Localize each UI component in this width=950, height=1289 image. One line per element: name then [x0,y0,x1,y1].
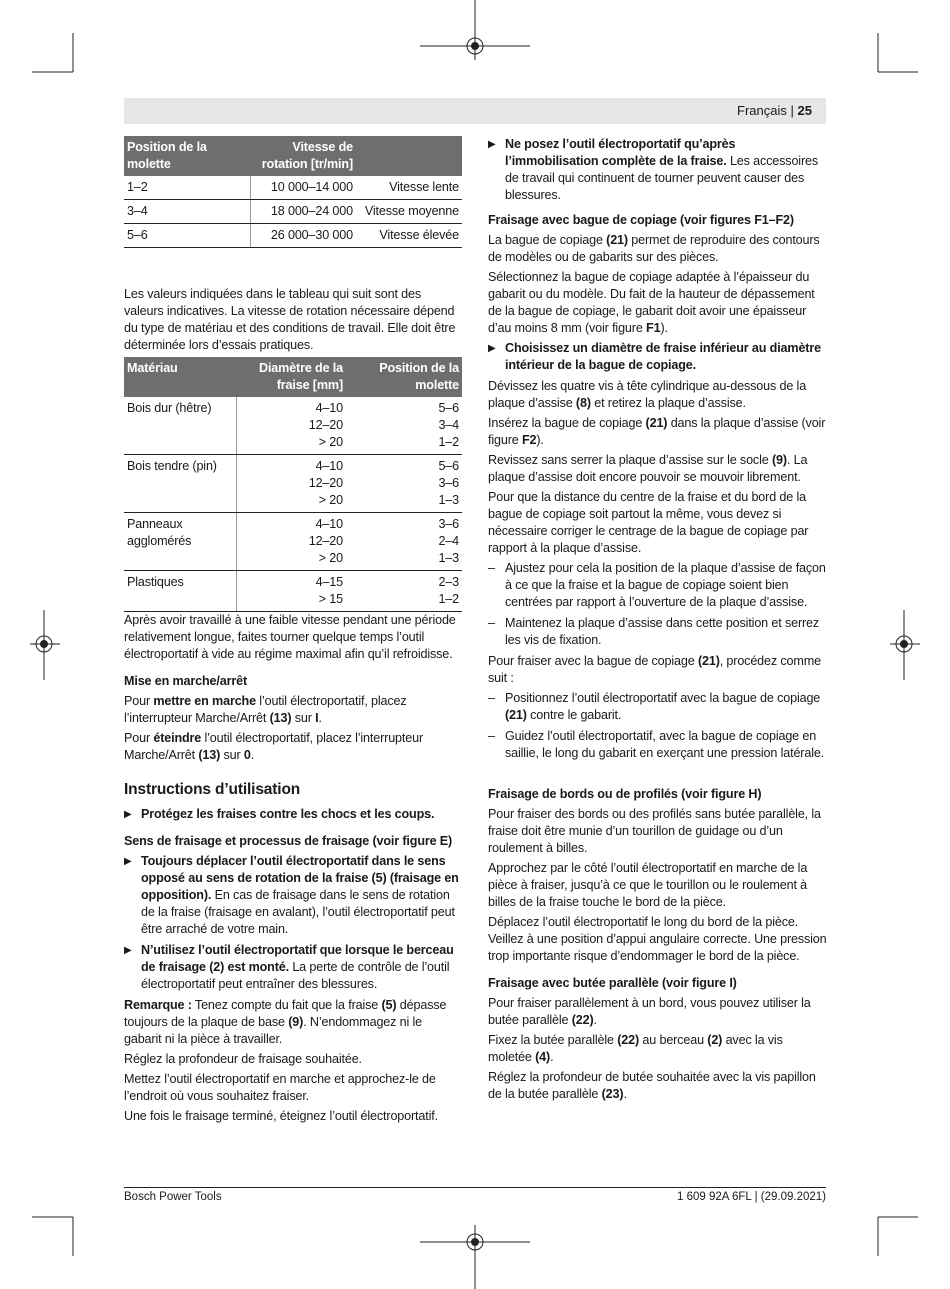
triangle-bullet-icon: ▶ [124,809,132,820]
paragraph: Approchez par le côté l’outil électroportatif en marche de la pièce à fraiser, jusqu’à ce que le tourillon ou le roulement à billes de la fraise touche le bord de la pièce. [488,861,808,909]
table-cell: 3–4 [124,200,250,224]
speed-table [124,136,462,248]
table-row [124,455,462,513]
table-cell: Bois dur (hêtre) [124,397,236,455]
speed-table-header: Vitesse de rotation [tr/min] [250,136,356,176]
table-row [124,513,462,571]
table-cell [346,397,462,455]
table-cell [236,397,346,455]
dash-list-item: – Ajustez pour cela la position de la plaque d’assise de façon à ce que la fraise et la bague de copiage soient bien centrées par rapport à l’ouverture de la plaque d’assise. [488,561,826,609]
section-heading: Sens de fraisage et processus de fraisage (voir figure E) [124,834,453,848]
warning-bullet: ▶ Ne posez l’outil électroportatif qu’après l’immobilisation complète de la fraise. Les accessoires de travail qui continuent de tourner peuvent causer des blessures. [488,137,819,202]
cell-line: > 15 [318,592,343,606]
cell-line: 3–4 [438,418,459,432]
table-cell: 26 000–30 000 [250,224,356,248]
cell-line: 2–4 [438,534,459,548]
table-cell: Plastiques [124,571,236,612]
paragraph: Pour fraiser des bords ou des profilés sans butée parallèle, la fraise doit être munie d’un tourillon de guidage ou d’un roulement à billes. [488,807,821,855]
cell-line: 3–6 [438,476,459,490]
material-table-header: Matériau [124,357,236,397]
cell-line: 1–2 [438,592,459,606]
table-cell [346,571,462,612]
cell-line: > 20 [318,551,343,565]
dash-bullet: – [488,616,495,630]
material-table [124,357,462,612]
dash-bullet: – [488,691,495,705]
cell-line: 1–3 [438,551,459,565]
table-cell: 5–6 [124,224,250,248]
section-heading: Fraisage avec butée parallèle (voir figure I) [488,976,737,990]
speed-table-header [356,136,462,176]
paragraph: Remarque : Tenez compte du fait que la fraise (5) dépasse toujours de la plaque de base (9). N’endommagez ni le gabarit ni la pièce à travailler. [124,998,447,1046]
table-cell [236,571,346,612]
paragraph: Les valeurs indiquées dans le tableau qui suit sont des valeurs indicatives. La vitesse de rotation nécessaire dépend du type de matériau et des conditions de travail. Elle doit être déterminée lors d’essais pratiques. [124,287,456,352]
table-row [124,224,462,248]
material-table-header: Diamètre de la fraise [mm] [236,357,346,397]
paragraph: Déplacez l’outil électroportatif le long du bord de la pièce. Veillez à une position d’appui angulaire correcte. Une pression trop importante risque d’endommager le bord de la pièce. [488,915,827,963]
cell-line: 2–3 [438,575,459,589]
triangle-bullet-icon: ▶ [124,856,132,867]
dash-list-item: – Guidez l’outil électroportatif, avec la bague de copiage en saillie, le long du gabarit en exerçant une pression latérale. [488,729,825,760]
header-separator: | [790,103,794,118]
right-column [488,136,828,1106]
paragraph: Sélectionnez la bague de copiage adaptée à l’épaisseur du gabarit ou du modèle. Du fait de la hauteur de dépassement de la bague de copiage, le gabarit doit avoir une épaisseur d’au moins 8 mm (voir figure F1). [488,270,815,335]
paragraph: Pour que la distance du centre de la fraise et du bord de la bague de copiage soit partout la même, vous devez si nécessaire corriger le centrage de la bague de copiage par rapport à la plaque d’assise. [488,490,809,555]
warning-bullet: ▶ Choisissez un diamètre de fraise inférieur au diamètre intérieur de la bague de copiage. [488,341,821,372]
table-cell [236,513,346,571]
left-column [124,136,462,1128]
dash-bullet: – [488,729,495,743]
triangle-bullet-icon: ▶ [124,945,132,956]
section-heading: Mise en marche/arrêt [124,674,247,688]
cell-line: 4–15 [315,575,343,589]
chapter-heading: Instructions d’utilisation [124,781,301,798]
section-heading: Fraisage de bords ou de profilés (voir figure H) [488,787,762,801]
warning-bullet: ▶ Toujours déplacer l’outil électroportatif dans le sens opposé au sens de rotation de la fraise (5) (fraisage en opposition). En cas de fraisage dans le sens de rotation de la fraise (fraisage en avalant), l’outil électroportatif peut être arraché de votre main. [124,854,459,936]
cell-line: 4–10 [315,459,343,473]
table-cell [346,455,462,513]
page-header [124,98,826,124]
table-row [124,176,462,200]
footer-rule [124,1187,826,1188]
paragraph: Insérez la bague de copiage (21) dans la plaque d’assise (voir figure F2). [488,416,826,447]
table-row [124,397,462,455]
paragraph: Dévissez les quatre vis à tête cylindrique au-dessous de la plaque d’assise (8) et retirez la plaque d’assise. [488,379,807,410]
table-cell: Bois tendre (pin) [124,455,236,513]
cell-line: 1–2 [438,435,459,449]
header-language: Français [737,103,787,118]
cell-line: 12–20 [308,534,343,548]
paragraph: Pour éteindre l’outil électroportatif, placez l’interrupteur Marche/Arrêt (13) sur 0. [124,731,424,762]
table-row [124,200,462,224]
cell-line: > 20 [318,435,343,449]
table-cell [236,455,346,513]
dash-bullet: – [488,561,495,575]
table-cell: Panneaux agglomérés [124,513,236,571]
table-cell: 18 000–24 000 [250,200,356,224]
paragraph: Pour fraiser avec la bague de copiage (21), procédez comme suit : [488,654,821,685]
material-table-header: Position de la molette [346,357,462,397]
dash-list-item: – Maintenez la plaque d’assise dans cette position et serrez les vis de fixation. [488,616,820,647]
paragraph: Revissez sans serrer la plaque d’assise sur le socle (9). La plaque d’assise doit encore pouvoir se mouvoir librement. [488,453,808,484]
paragraph: Une fois le fraisage terminé, éteignez l’outil électroportatif. [124,1109,438,1123]
warning-bullet: ▶ Protégez les fraises contre les chocs et les coups. [124,807,435,821]
dash-list-item: – Positionnez l’outil électroportatif avec la bague de copiage (21) contre le gabarit. [488,691,821,722]
table-cell: 10 000–14 000 [250,176,356,200]
paragraph: Pour mettre en marche l’outil électroportatif, placez l’interrupteur Marche/Arrêt (13) sur I. [124,694,407,725]
table-cell: Vitesse lente [356,176,462,200]
paragraph: Fixez la butée parallèle (22) au berceau (2) avec la vis moletée (4). [488,1033,783,1064]
cell-line: 4–10 [315,401,343,415]
paragraph: La bague de copiage (21) permet de reproduire des contours de modèles ou de gabarits sur des pièces. [488,233,820,264]
section-heading: Fraisage avec bague de copiage (voir figures F1–F2) [488,213,794,227]
cell-line: 3–6 [438,517,459,531]
table-cell: Vitesse élevée [356,224,462,248]
paragraph: Réglez la profondeur de butée souhaitée avec la vis papillon de la butée parallèle (23). [488,1070,816,1101]
cell-line: 12–20 [308,418,343,432]
cell-line: 5–6 [438,401,459,415]
cell-line: 12–20 [308,476,343,490]
table-cell [346,513,462,571]
paragraph: Réglez la profondeur de fraisage souhaitée. [124,1052,362,1066]
paragraph: Après avoir travaillé à une faible vitesse pendant une période relativement longue, faites tourner quelque temps l’outil électroportatif à vide au régime maximal afin qu’il refroidisse. [124,613,456,661]
table-cell: 1–2 [124,176,250,200]
triangle-bullet-icon: ▶ [488,343,496,354]
footer-left: Bosch Power Tools [124,1191,222,1203]
header-text [737,103,812,118]
table-row [124,571,462,612]
paragraph: Pour fraiser parallèlement à un bord, vous pouvez utiliser la butée parallèle (22). [488,996,811,1027]
cell-line: 5–6 [438,459,459,473]
warning-bullet: ▶ N’utilisez l’outil électroportatif que lorsque le berceau de fraisage (2) est monté. La perte de contrôle de l’outil électroportatif peut entraîner des blessures. [124,943,454,991]
page-number: 25 [797,103,812,118]
triangle-bullet-icon: ▶ [488,139,496,150]
cell-line: 1–3 [438,493,459,507]
paragraph: Mettez l’outil électroportatif en marche et approchez-le de l’endroit où vous souhaitez fraiser. [124,1072,436,1103]
cell-line: 4–10 [315,517,343,531]
cell-line: > 20 [318,493,343,507]
table-cell: Vitesse moyenne [356,200,462,224]
speed-table-header: Position de la molette [124,136,250,176]
footer-right: 1 609 92A 6FL | (29.09.2021) [677,1191,826,1203]
